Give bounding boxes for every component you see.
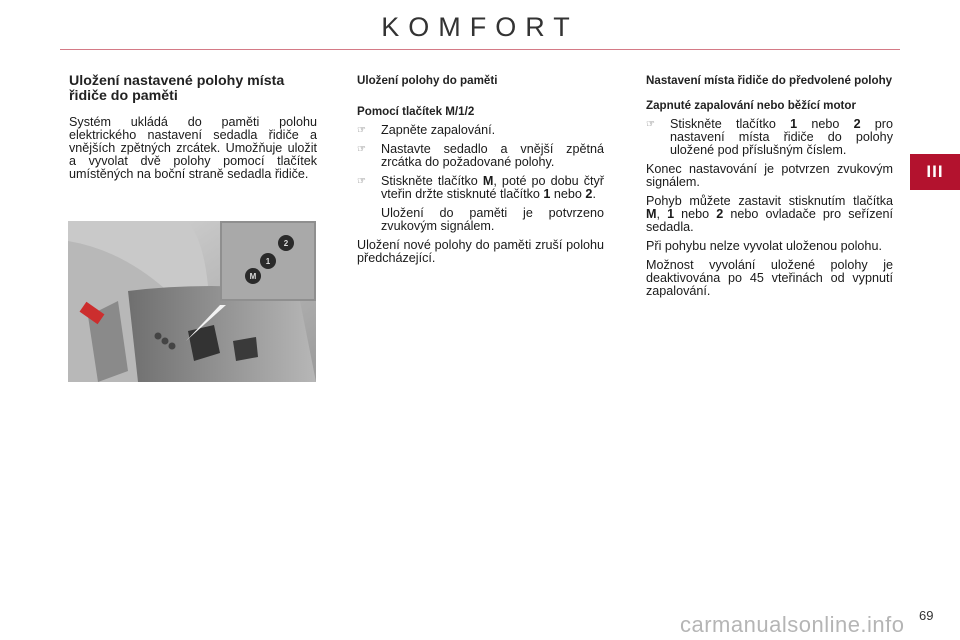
recall-timeout-note: Možnost vyvolání uložené polohy je deaktivována po 45 vteřinách od vypnutí zapalování. [646,258,893,298]
save-subheading: Pomocí tlačítek M/1/2 [357,105,475,118]
list-item: ☞ Stiskněte tlačítko 1 nebo 2 pro nastavení místa řidiče do polohy uložené pod příslušným číslem. [646,117,894,157]
header-divider [60,49,900,50]
pointing-hand-icon: ☞ [357,144,366,155]
intro-paragraph: Systém ukládá do paměti polohu elektrického nastavení sedadla řidiče a vnějších zpětných zrcátek. Umožňuje uložit a vyvolat dvě polohy pomocí tlačítek umístěných na boční straně sedadla řidiče. [69,115,317,181]
chapter-tab[interactable]: III [910,154,960,190]
page-number: 69 [919,608,934,623]
list-item: ☞ Nastavte sedadlo a vnější zpětná zrcátka do požadované polohy. [357,142,604,169]
list-item: ☞ Zapněte zapalování. [357,123,496,137]
recall-heading: Nastavení místa řidiče do předvolené polohy [646,74,893,87]
recall-stop-note: Pohyb můžete zastavit stisknutím tlačítka M, 1 nebo 2 nebo ovladače pro seřízení sedadla. [646,194,893,234]
pointing-hand-icon: ☞ [646,119,655,130]
column-intro [69,74,317,181]
memory-button-2: 2 [283,239,289,248]
confirmation-note: Uložení do paměti je potvrzeno zvukovým signálem. [381,206,604,233]
memory-button-1: 1 [265,257,271,266]
overwrite-note: Uložení nové polohy do paměti zruší polohu předcházející. [357,238,604,265]
recall-moving-note: Při pohybu nelze vyvolat uloženou polohu. [646,239,882,253]
page-title: KOMFORT [381,12,579,42]
memory-button-m: M [249,272,257,281]
section-heading: Uložení nastavené polohy místa řidiče do paměti [69,73,285,104]
save-heading: Uložení polohy do paměti [357,74,498,87]
recall-confirm-note: Konec nastavování je potvrzen zvukovým signálem. [646,162,893,189]
seat-memory-buttons-photo [68,221,316,382]
list-item: ☞ Stiskněte tlačítko M, poté po dobu čtyř vteřin držte stisknuté tlačítko 1 nebo 2. [357,174,604,201]
watermark: carmanualsonline.info [680,612,905,637]
column-save-position [357,74,604,265]
pointing-hand-icon: ☞ [357,176,366,187]
recall-subheading: Zapnuté zapalování nebo běžící motor [646,99,857,112]
pointing-hand-icon: ☞ [357,125,366,136]
column-recall-position [646,74,893,298]
